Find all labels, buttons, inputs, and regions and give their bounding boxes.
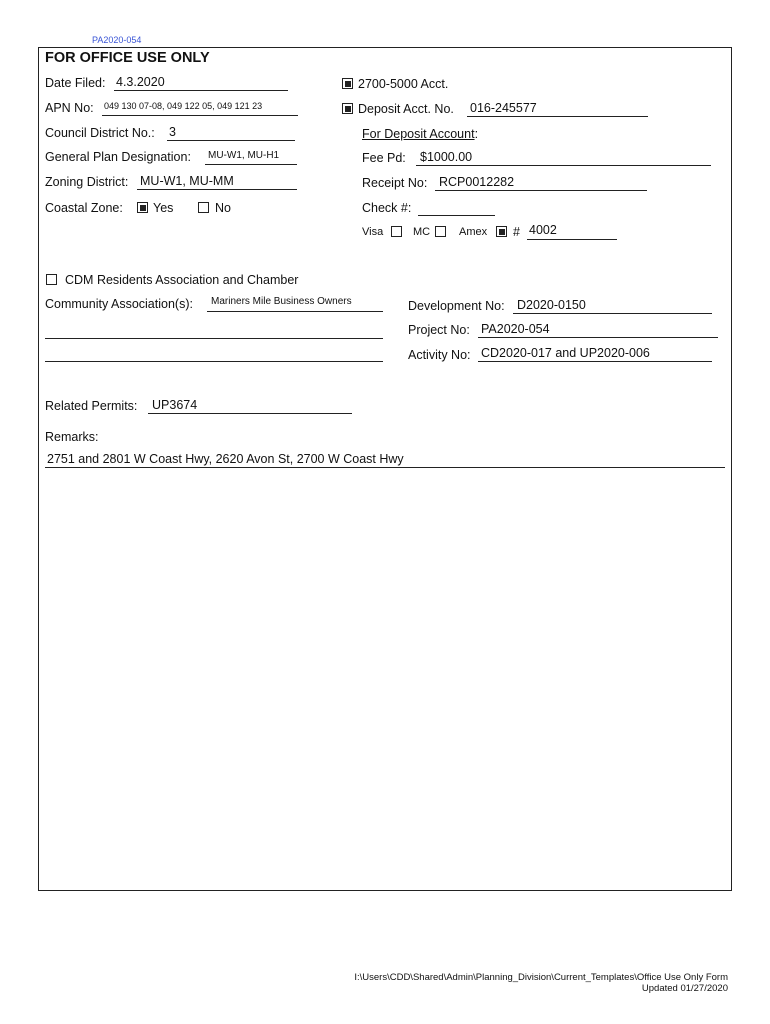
card-hash-label: # [513,225,520,239]
for-deposit-heading: For Deposit Account: [362,127,479,141]
community-assoc-field[interactable] [207,294,383,312]
cdm-checkbox[interactable] [46,274,57,285]
general-plan-label: General Plan Designation: [45,150,191,164]
card-number-value: 4002 [529,223,557,237]
receipt-no-label: Receipt No: [362,176,428,190]
coastal-yes-label: Yes [153,201,174,215]
cdm-label: CDM Residents Association and Chamber [65,273,299,287]
development-no-label: Development No: [408,299,505,313]
date-filed-field[interactable] [114,73,288,91]
fee-paid-value: $1000.00 [420,150,473,164]
deposit-acct-label: Deposit Acct. No. [358,102,454,116]
community-assoc-line-3[interactable] [45,361,383,362]
zoning-district-label: Zoning District: [45,175,129,189]
check-no-field[interactable] [418,198,495,216]
remarks-label: Remarks: [45,430,99,444]
check-no-label: Check #: [362,201,412,215]
apn-value: 049 130 07-08, 049 122 05, 049 121 23 [104,101,263,111]
project-no-field[interactable] [478,320,718,338]
remarks-value: 2751 and 2801 W Coast Hwy, 2620 Avon St, 2700 W Coast Hwy [47,452,404,466]
related-permits-value: UP3674 [152,398,198,412]
general-plan-field[interactable] [205,147,297,165]
form-title: FOR OFFICE USE ONLY [45,50,210,66]
community-assoc-label: Community Association(s): [45,297,193,311]
amex-checkbox[interactable] [496,226,507,237]
development-no-value: D2020-0150 [517,298,586,312]
related-permits-field[interactable] [148,396,352,414]
council-district-field[interactable] [167,123,295,141]
project-no-label: Project No: [408,323,470,337]
project-no-value: PA2020-054 [481,322,550,336]
community-assoc-value: Mariners Mile Business Owners [211,296,352,307]
general-plan-value: MU-W1, MU-H1 [208,150,280,161]
footer [354,972,728,994]
deposit-acct-value: 016-245577 [470,101,537,115]
mc-checkbox[interactable] [435,226,446,237]
mc-label: MC [413,226,431,238]
activity-no-label: Activity No: [408,348,471,362]
footer-updated: Updated 01/27/2020 [641,983,728,994]
coastal-no-label: No [215,201,231,215]
zoning-district-field[interactable] [137,172,297,190]
coastal-no-checkbox[interactable] [198,202,209,213]
activity-no-value: CD2020-017 and UP2020-006 [481,346,650,360]
visa-checkbox[interactable] [391,226,402,237]
date-filed-label: Date Filed: [45,76,106,90]
amex-label: Amex [459,226,488,238]
date-filed-value: 4.3.2020 [116,75,165,89]
community-assoc-line-2[interactable] [45,338,383,339]
receipt-no-field[interactable] [435,173,647,191]
coastal-yes-checkbox[interactable] [137,202,148,213]
apn-field[interactable] [102,98,298,116]
document-id: PA2020-054 [92,35,142,45]
card-number-field[interactable] [527,222,617,240]
apn-label: APN No: [45,101,94,115]
remarks-field[interactable] [45,450,725,468]
council-district-value: 3 [169,125,176,139]
receipt-no-value: RCP0012282 [439,175,515,189]
coastal-zone-label: Coastal Zone: [45,201,123,215]
fee-paid-field[interactable] [416,148,711,166]
development-no-field[interactable] [513,296,712,314]
related-permits-label: Related Permits: [45,399,138,413]
acct-2700-label: 2700-5000 Acct. [358,77,449,91]
fee-paid-label: Fee Pd: [362,151,406,165]
deposit-acct-checkbox[interactable] [342,103,353,114]
deposit-acct-field[interactable] [467,99,648,117]
visa-label: Visa [362,226,384,238]
acct-2700-checkbox[interactable] [342,78,353,89]
activity-no-field[interactable] [478,344,712,362]
footer-path: I:\Users\CDD\Shared\Admin\Planning_Division\Current_Templates\Office Use Only Form [354,972,728,983]
council-district-label: Council District No.: [45,126,155,140]
zoning-district-value: MU-W1, MU-MM [140,174,234,188]
